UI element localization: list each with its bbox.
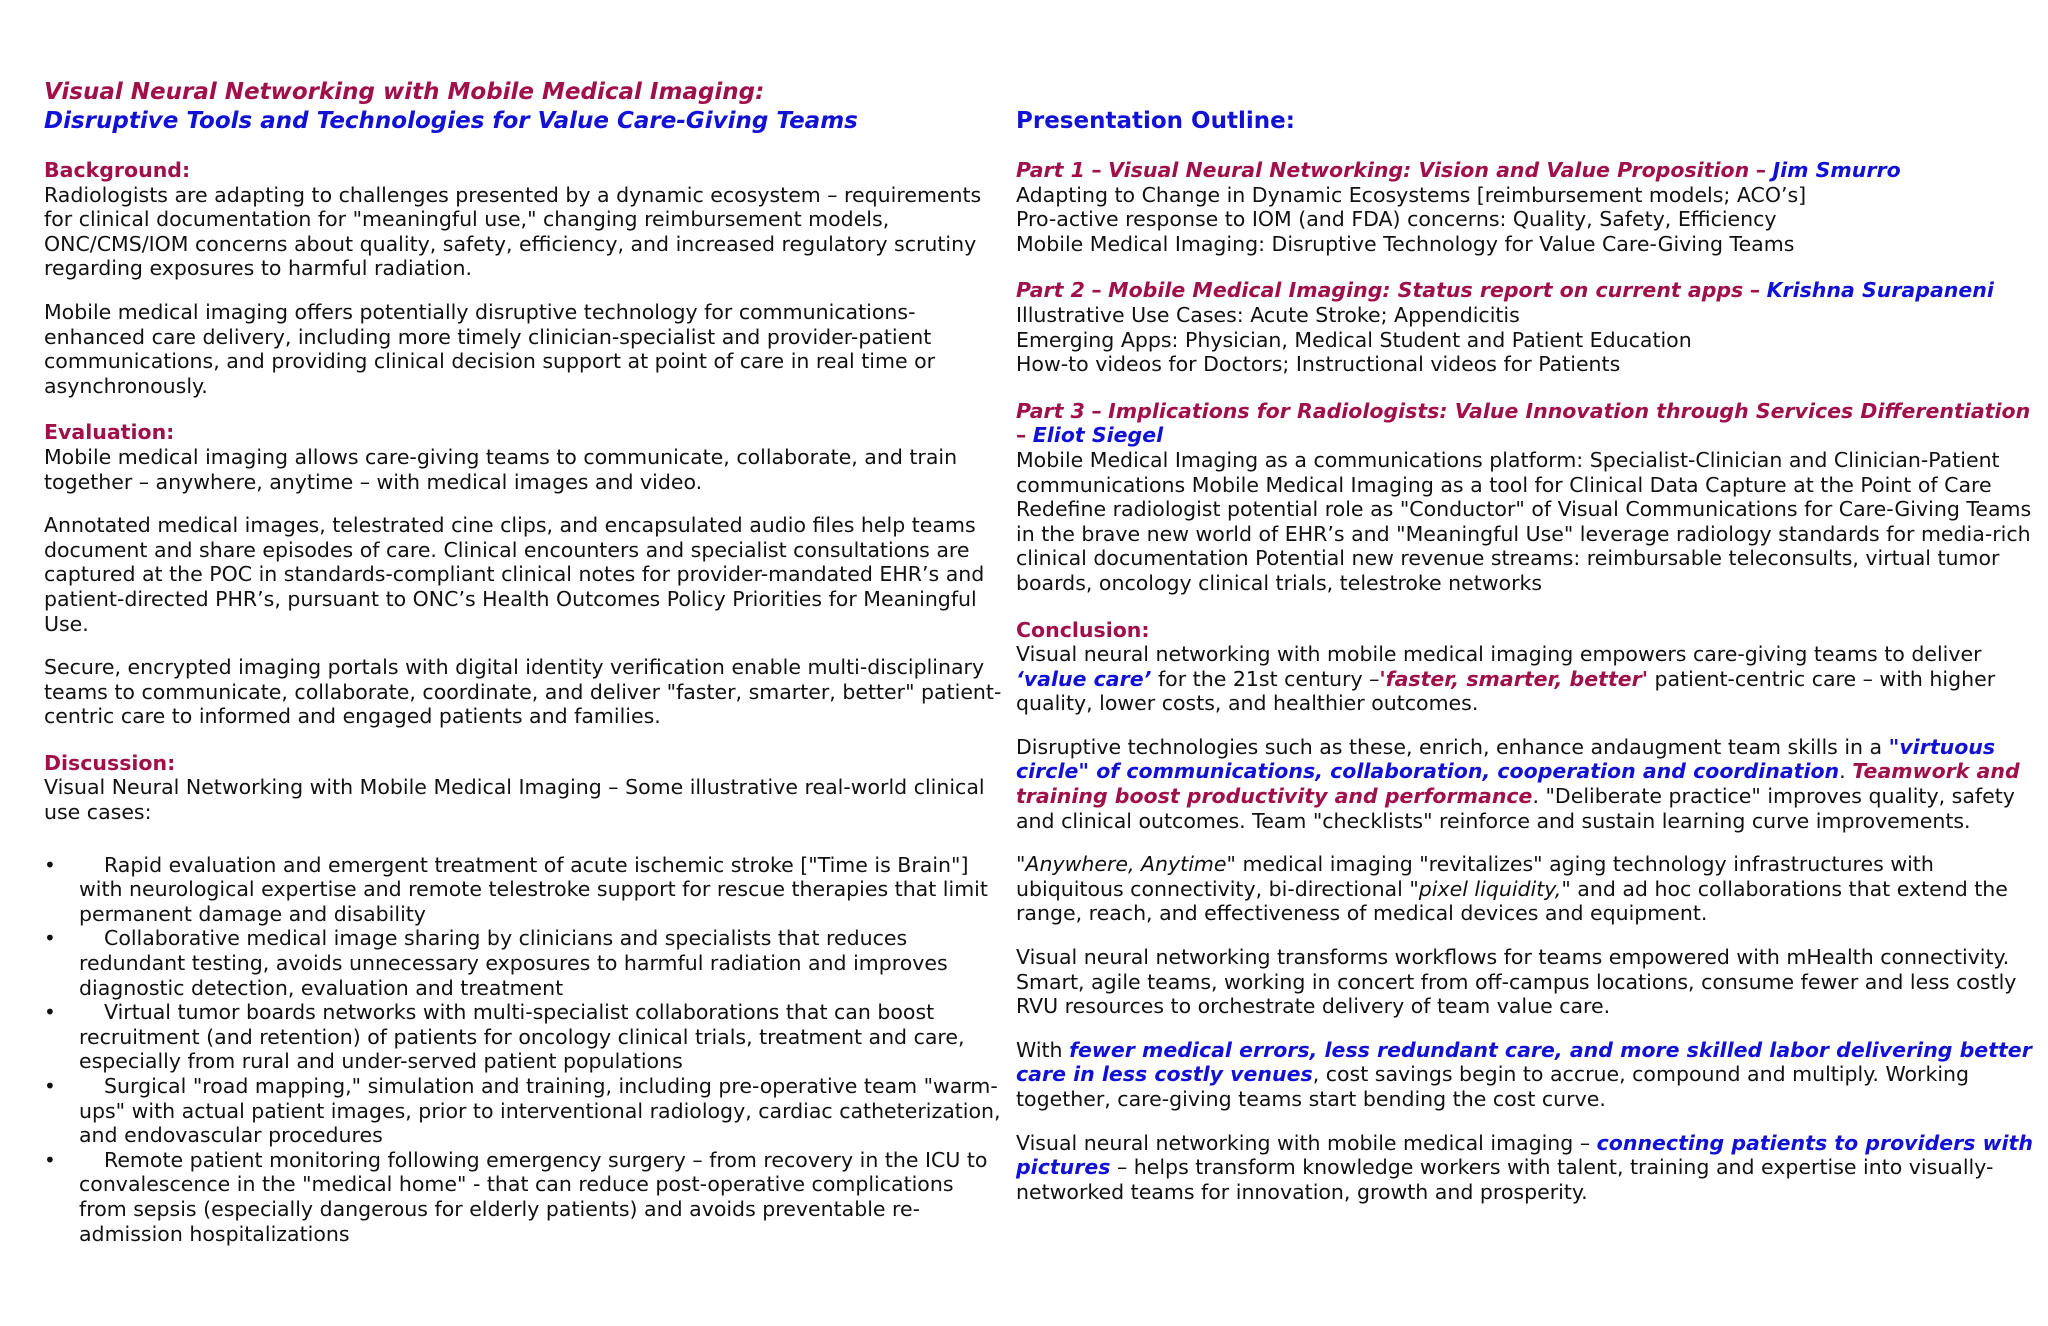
value-care-emphasis: ‘value care’: [1016, 666, 1152, 691]
list-item: • Remote patient monitoring following emergency surgery – from recovery in the ICU to convalescence in the "medical home" - that can reduce post-operative complications from sepsis (especially dangerous for elderly patients) and avoids preventable re-admission hospitalizations: [44, 1148, 1004, 1246]
discussion-heading: Discussion:: [44, 750, 176, 775]
part2-line: How-to videos for Doctors; Instructional videos for Patients: [1016, 352, 1621, 377]
part3-heading: [1016, 399, 2040, 448]
dash: –: [1749, 278, 1761, 303]
text-run: . "Deliberate practice" improves quality, safety and clinical outcomes. Team "checklists" reinforce and sustain learning curve improvements.: [1016, 784, 2015, 833]
evaluation-paragraph-3: Secure, encrypted imaging portals with digital identity verification enable multi-disciplinary teams to communicate, collaborate, coordinate, and deliver "faster, smarter, better" patient-centric care to informed and engaged patients and families.: [44, 655, 1002, 729]
part2-heading: [1016, 278, 2040, 303]
background-paragraph-2: Mobile medical imaging offers potentially disruptive technology for communications-enhanced care delivery, including more timely clinician-specialist and provider-patient communications, and providing clinical decision support at point of care in real time or asynchronously.: [44, 299, 936, 398]
part3-title: Implications for Radiologists: Value Innovation through Services Differentiation: [1108, 398, 2031, 423]
part3-speaker: Eliot Siegel: [1032, 423, 1164, 448]
part1-line: Pro-active response to IOM (and FDA) concerns: Quality, Safety, Efficiency: [1016, 207, 1777, 232]
conclusion-paragraph-1: [1016, 642, 2040, 716]
conclusion-paragraph-2: [1016, 735, 2040, 833]
left-column: [44, 78, 1004, 1246]
faster-smarter-better-emphasis: 'faster, smarter, better': [1379, 666, 1649, 691]
anywhere-anytime-emphasis: "Anywhere, Anytime": [1016, 852, 1236, 877]
conclusion-paragraph-4: Visual neural networking transforms workflows for teams empowered with mHealth connectivity. Smart, agile teams, working in concert from off-campus locations, consume fewer and less costly RVU resources to orchestrate delivery of team value care.: [1016, 945, 2017, 1019]
discussion-paragraph: Visual Neural Networking with Mobile Medical Imaging – Some illustrative real-world clinical use cases:: [44, 775, 985, 825]
part2-speaker: Krishna Surapaneni: [1766, 278, 1994, 303]
background-paragraph-1: Radiologists are adapting to challenges presented by a dynamic ecosystem – requirements for clinical documentation for "meaningful use," changing reimbursement models, ONC/CMS/IOM concerns about quality, safety, efficiency, and increased regulatory scrutiny regarding exposures to harmful radiation.: [44, 182, 982, 281]
text-run: Visual neural networking with mobile medical imaging –: [1016, 1130, 1597, 1155]
evaluation-heading: Evaluation:: [44, 420, 175, 445]
outline-title: Presentation Outline:: [1016, 108, 1295, 134]
pixel-liquidity-emphasis: pixel liquidity,: [1418, 876, 1562, 901]
list-item: • Rapid evaluation and emergent treatment of acute ischemic stroke ["Time is Brain"] with neurological expertise and remote telestroke support for rescue therapies that limit permanent damage and disability: [44, 853, 1004, 927]
part2-label: Part 2: [1016, 278, 1085, 303]
text-run: patient-centric care – with higher quality, lower costs, and healthier outcomes.: [1016, 666, 1996, 716]
text-run: Visual neural networking with mobile medical imaging empowers care-giving teams to deliver: [1016, 642, 1982, 667]
virtuous-circle-emphasis: "virtuous circle" of communications, collaboration, cooperation and coordination: [1016, 734, 1996, 784]
teamwork-emphasis: Teamwork and training boost productivity and performance: [1016, 759, 2020, 809]
list-item: • Collaborative medical image sharing by clinicians and specialists that reduces redundant testing, avoids unnecessary exposures to harmful radiation and improves diagnostic detection, evaluation and treatment: [44, 926, 1004, 1000]
part1-line: Adapting to Change in Dynamic Ecosystems [reimbursement models; ACO’s]: [1016, 182, 1807, 207]
part1-heading: [1016, 158, 2040, 183]
conclusion-paragraph-5: [1016, 1038, 2040, 1112]
part1-line: Mobile Medical Imaging: Disruptive Technology for Value Care-Giving Teams: [1016, 231, 1795, 256]
conclusion-heading: Conclusion:: [1016, 617, 1150, 642]
right-column: [1016, 78, 2040, 1204]
part3-text: Mobile Medical Imaging as a communications platform: Specialist-Clinician and Clinician-Patient communications Mobile Medical Imaging as a tool for Clinical Data Capture at the Point of Care Redefine radiologist potential role as "Conductor" of Visual Communications for Care-Giving Teams in the brave new world of EHR’s and "Meaningful Use" leverage radiology standards for media-rich clinical documentation Potential new revenue streams: reimbursable teleconsults, virtual tumor boards, oncology clinical trials, telestroke networks: [1016, 447, 2032, 595]
part3-label: Part 3: [1016, 398, 1085, 423]
conclusion-paragraph-3: [1016, 852, 2040, 926]
text-run: , cost savings begin to accrue, compound and multiply. Working together, care-giving teams start bending the cost curve.: [1016, 1062, 1970, 1111]
list-item: • Virtual tumor boards networks with multi-specialist collaborations that can boost recruitment (and retention) of patients for oncology clinical trials, treatment and care, especially from rural and under-served patient populations: [44, 1000, 1004, 1074]
part2-title: Mobile Medical Imaging: Status report on current apps: [1108, 278, 1744, 303]
fewer-errors-emphasis: fewer medical errors, less redundant care, and more skilled labor delivering better care in less costly venues: [1016, 1037, 2032, 1087]
evaluation-paragraph-2: Annotated medical images, telestrated cine clips, and encapsulated audio files help teams document and share episodes of care. Clinical encounters and specialist consultations are captured at the POC in standards-compliant clinical notes for provider-mandated EHR’s and patient-directed PHR’s, pursuant to ONC’s Health Outcomes Policy Priorities for Meaningful Use.: [44, 513, 985, 636]
poster-title-line1: Visual Neural Networking with Mobile Medical Imaging:: [44, 79, 765, 105]
dash: –: [1091, 158, 1102, 182]
dash: –: [1016, 423, 1027, 448]
part2-line: Emerging Apps: Physician, Medical Student and Patient Education: [1016, 327, 1692, 352]
text-run: Disruptive technologies such as these, enrich, enhance andaugment team skills in a: [1016, 734, 1889, 759]
text-run: medical imaging "revitalizes" aging technology infrastructures with ubiquitous connectivity, bi-directional ": [1016, 852, 1934, 901]
poster-title-line2: Disruptive Tools and Technologies for Value Care-Giving Teams: [44, 108, 858, 134]
text-run: for the 21st century –: [1151, 666, 1380, 691]
conclusion-paragraph-6: [1016, 1131, 2040, 1205]
dash: –: [1091, 278, 1102, 303]
part1-speaker: Jim Smurro: [1772, 158, 1901, 182]
dash: –: [1755, 158, 1766, 182]
part2-line: Illustrative Use Cases: Acute Stroke; Appendicitis: [1016, 302, 1520, 327]
text-run: With: [1016, 1037, 1070, 1062]
text-run: – helps transform knowledge workers with talent, training and expertise into visually-networked teams for innovation, growth and prosperity.: [1016, 1155, 1994, 1204]
connecting-patients-emphasis: connecting patients to providers with pictures: [1016, 1130, 2033, 1180]
use-case-list: [44, 853, 1004, 1247]
text-run: " and ad hoc collaborations that extend the range, reach, and effectiveness of medical devices and equipment.: [1016, 876, 2008, 926]
part1-title: Visual Neural Networking: Vision and Value Proposition: [1108, 158, 1750, 182]
evaluation-paragraph-1: Mobile medical imaging allows care-giving teams to communicate, collaborate, and train together – anywhere, anytime – with medical images and video.: [44, 444, 958, 494]
dash: –: [1091, 398, 1102, 423]
background-heading: Background:: [44, 158, 191, 182]
list-item: • Surgical "road mapping," simulation and training, including pre-operative team "warm-ups" with actual patient images, prior to interventional radiology, cardiac catheterization, and endovascular procedures: [44, 1074, 1004, 1148]
part1-label: Part 1: [1016, 158, 1085, 182]
text-run: .: [1839, 759, 1853, 784]
